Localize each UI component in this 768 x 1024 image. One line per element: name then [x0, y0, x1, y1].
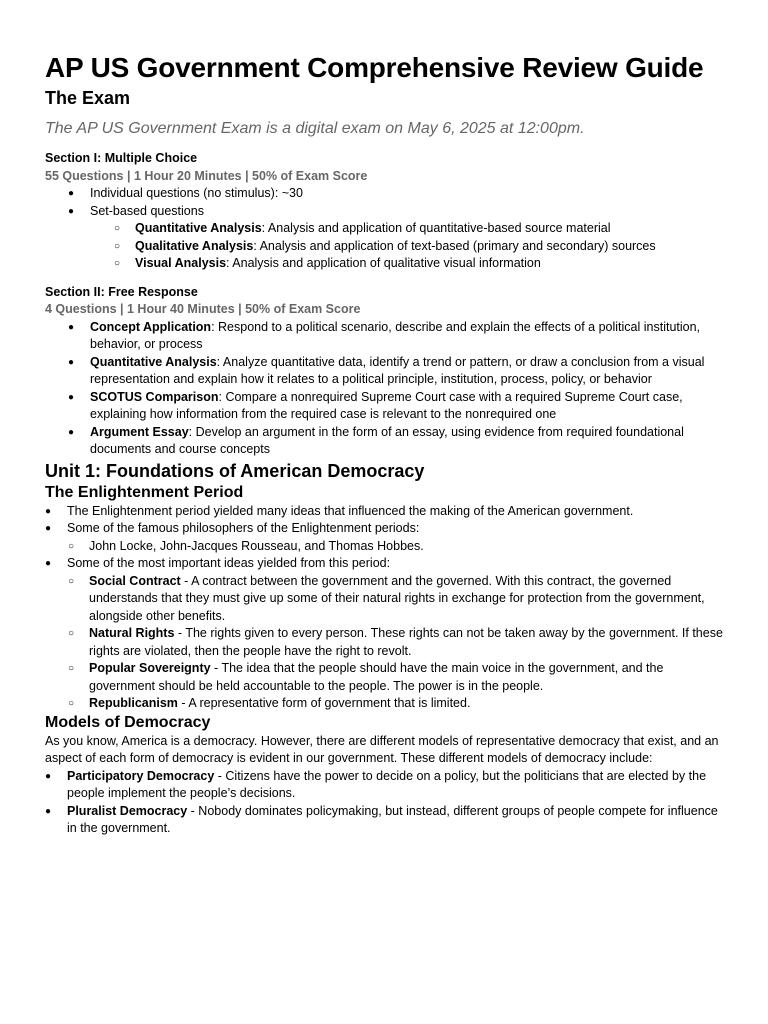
enlightenment-list [45, 503, 723, 713]
enlightenment-heading: The Enlightenment Period [45, 483, 244, 501]
term: Argument Essay [90, 424, 189, 439]
definition: - Citizens have the power to decide on a policy, but the politicians that are elected by the people implement the people’s decisions. [67, 768, 707, 800]
section-1-title: Section I: Multiple Choice [45, 151, 198, 165]
sub-list-item [89, 660, 723, 695]
models-heading: Models of Democracy [45, 713, 211, 731]
sub-list-item [89, 625, 723, 660]
list-item [90, 389, 723, 424]
models-intro: As you know, America is a democracy. However, there are different models of representative democracy that exist, and an aspect of each form of democracy is evident in our government. These different models of democracy include: [45, 733, 719, 765]
term: Quantitative Analysis [135, 221, 262, 235]
list-item: ● The Enlightenment period yielded many ideas that influenced the making of the American government. [67, 503, 723, 521]
list-item [90, 319, 723, 354]
section-1 [45, 150, 723, 273]
list-item [90, 354, 723, 389]
models-list [45, 768, 723, 838]
term: Qualitative Analysis [135, 238, 254, 253]
section-2 [45, 284, 723, 459]
term: Social Contract [89, 573, 181, 588]
definition: : Respond to a political scenario, describe and explain the effects of a political institution, behavior, or process [90, 319, 701, 351]
section-1-list [45, 185, 723, 273]
term: Popular Sovereignty [89, 661, 211, 675]
list-item [90, 424, 723, 459]
list-item [67, 803, 723, 838]
term: Natural Rights [89, 626, 175, 640]
definition: : Compare a nonrequired Supreme Court case with a required Supreme Court case, explaining how information from the required case is relevant to the nonrequired one [90, 389, 683, 421]
term: Pluralist Democracy [67, 803, 188, 818]
list-item-text: Some of the famous philosophers of the Enlightenment periods: [67, 521, 420, 535]
section-2-title: Section II: Free Response [45, 284, 198, 299]
sub-list-item [135, 238, 723, 256]
list-item [67, 520, 723, 555]
term: SCOTUS Comparison [90, 389, 219, 404]
sub-list-item: ○ John Locke, John-Jacques Rousseau, and Thomas Hobbes. [89, 538, 723, 556]
term: Visual Analysis [135, 256, 227, 270]
definition: : Analysis and application of quantitative-based source material [261, 221, 611, 235]
sub-list-item [135, 255, 723, 273]
definition: : Analysis and application of qualitative visual information [226, 256, 541, 270]
section-1-meta: 55 Questions | 1 Hour 20 Minutes | 50% of Exam Score [45, 168, 368, 183]
section-2-list [45, 319, 723, 459]
ideas-sublist [67, 573, 723, 713]
page-title: AP US Government Comprehensive Review Guide [45, 52, 704, 83]
term: Republicanism [89, 696, 178, 710]
section-2-meta: 4 Questions | 1 Hour 40 Minutes | 50% of Exam Score [45, 302, 361, 316]
set-based-sublist [90, 220, 723, 273]
sub-list-item [89, 573, 723, 626]
definition: : Analysis and application of text-based (primary and secondary) sources [253, 238, 656, 253]
list-item [67, 768, 723, 803]
unit-1-heading: Unit 1: Foundations of American Democracy [45, 460, 425, 481]
list-item [90, 203, 723, 273]
definition: : Develop an argument in the form of an essay, using evidence from required foundational documents and course concepts [90, 424, 684, 456]
philosophers-sublist [67, 538, 723, 556]
definition: - The rights given to every person. These rights can not be taken away by the government. If these rights are violated, then the people have the right to revolt. [89, 626, 723, 658]
list-item: ● Individual questions (no stimulus): ~30 [90, 185, 723, 203]
definition: - Nobody dominates policymaking, but instead, different groups of people compete for influence in the government. [67, 803, 718, 835]
definition: - The idea that the people should have the main voice in the government, and the government should be held accountable to the people. The power is in the people. [89, 661, 664, 693]
list-item-text: Some of the most important ideas yielded from this period: [67, 556, 391, 570]
definition: - A representative form of government that is limited. [177, 696, 471, 710]
sub-list-item [135, 220, 723, 238]
exam-subtitle: The AP US Government Exam is a digital exam on May 6, 2025 at 12:00pm. [45, 120, 585, 137]
term: Quantitative Analysis [90, 354, 217, 369]
term: Concept Application [90, 319, 212, 334]
list-item-text: Set-based questions [90, 203, 204, 218]
definition: - A contract between the government and the governed. With this contract, the governed understands that they must give up some of their natural rights in exchange for protection from the government, alongside other benefits. [89, 573, 705, 623]
list-item [67, 555, 723, 713]
exam-heading: The Exam [45, 88, 131, 108]
sub-list-item [89, 695, 723, 713]
term: Participatory Democracy [67, 768, 215, 783]
definition: : Analyze quantitative data, identify a trend or pattern, or draw a conclusion from a visual representation and explain how it relates to a political principle, institution, process, policy, or behavior [90, 354, 705, 386]
